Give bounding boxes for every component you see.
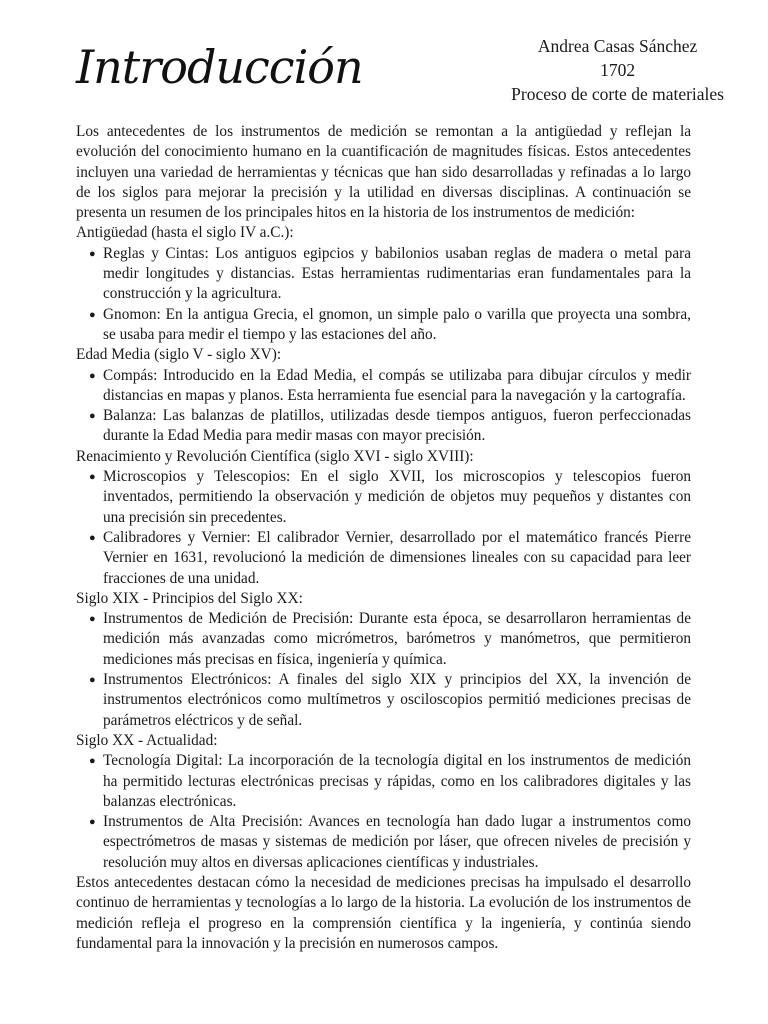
list-item: ● Instrumentos de Medición de Precisión: Durante esta época, se desarrollaron herramientas de medición más avanzadas como micrómetros, barómetros y manómetros, que permitieron mediciones más precisas en física, ingeniería y química. xyxy=(89,610,691,668)
section-renacimiento xyxy=(76,447,691,589)
section-heading: Renacimiento y Revolución Científica (siglo XVI - siglo XVIII): xyxy=(76,447,474,465)
page-title: Introducción xyxy=(76,40,363,94)
list-item: ● Tecnología Digital: La incorporación de la tecnología digital en los instrumentos de medición ha permitido lecturas electrónicas precisas y rápidas, como en los calibradores digitales y las balanzas electrónicas. xyxy=(89,752,691,810)
bullet-icon: ● xyxy=(89,816,96,829)
bullet-icon: ● xyxy=(89,247,96,260)
list-item: ● Instrumentos de Alta Precisión: Avances en tecnología han dado lugar a instrumentos como espectrómetros de masas y sistemas de medición por láser, que ofrecen niveles de precisión y resolución muy altos en diversas aplicaciones científicas y industriales. xyxy=(89,813,691,871)
bullet-icon: ● xyxy=(89,755,96,768)
document-header xyxy=(0,0,768,122)
bullet-list xyxy=(76,244,691,345)
document-body xyxy=(76,122,691,954)
section-siglo-xix xyxy=(76,589,691,731)
bullet-icon: ● xyxy=(89,674,96,687)
section-siglo-xx xyxy=(76,731,691,873)
list-item: ● Gnomon: En la antigua Grecia, el gnomon, un simple palo o varilla que proyecta una sombra, se usaba para medir el tiempo y las estaciones del año. xyxy=(89,305,691,343)
list-item: ● Microscopios y Telescopios: En el siglo XVII, los microscopios y telescopios fueron inventados, permitiendo la observación y medición de objetos muy pequeños y distantes con una precisión sin precedentes. xyxy=(89,468,691,526)
course-subject: Proceso de corte de materiales xyxy=(511,84,724,104)
bullet-list xyxy=(76,467,691,589)
list-item: ● Calibradores y Vernier: El calibrador Vernier, desarrollado por el matemático francés Pierre Vernier en 1631, revolucionó la medición de dimensiones lineales con su capacidad para leer fracciones de una unidad. xyxy=(89,528,691,587)
intro-paragraph: Los antecedentes de los instrumentos de medición se remontan a la antigüedad y reflejan la evolución del conocimiento humano en la cuantificación de magnitudes físicas. Estos antecedentes incluyen una variedad de herramientas y técnicas que han sido desarrolladas y refinadas a lo largo de los siglos para mejorar la precisión y la utilidad en diversas disciplinas. A continuación se presenta un resumen de los principales hitos en la historia de los instrumentos de medición: xyxy=(76,123,691,222)
bullet-icon: ● xyxy=(89,531,96,544)
section-heading: Siglo XIX - Principios del Siglo XX: xyxy=(76,589,303,607)
bullet-list xyxy=(76,366,691,447)
conclusion-paragraph: Estos antecedentes destacan cómo la necesidad de mediciones precisas ha impulsado el desarrollo continuo de herramientas y tecnologías a lo largo de la historia. La evolución de los instrumentos de medición refleja el progreso en la comprensión científica y la ingeniería, y continúa siendo fundamental para la innovación y la precisión en numerosos campos. xyxy=(76,873,691,952)
list-item: ● Balanza: Las balanzas de platillos, utilizadas desde tiempos antiguos, fueron perfeccionadas durante la Edad Media para medir masas con mayor precisión. xyxy=(89,407,691,445)
section-heading: Edad Media (siglo V - siglo XV): xyxy=(76,346,282,364)
list-item: ● Compás: Introducido en la Edad Media, el compás se utilizaba para dibujar círculos y medir distancias en mapas y planos. Esta herramienta fue esencial para la navegación y la cartografía. xyxy=(89,366,691,404)
section-heading: Siglo XX - Actualidad: xyxy=(76,731,218,749)
bullet-icon: ● xyxy=(89,471,96,484)
bullet-icon: ● xyxy=(89,613,96,626)
section-edad-media xyxy=(76,345,691,446)
bullet-list xyxy=(76,751,691,873)
bullet-icon: ● xyxy=(89,410,96,423)
student-code: 1702 xyxy=(600,60,636,80)
list-item: ● Instrumentos Electrónicos: A finales del siglo XIX y principios del XX, la invención de instrumentos electrónicos como multímetros y osciloscopios permitió mediciones precisas de parámetros eléctricos y de señal. xyxy=(89,671,691,729)
author-block xyxy=(511,34,724,106)
section-antiguedad xyxy=(76,223,691,345)
bullet-icon: ● xyxy=(89,308,96,321)
section-heading: Antigüedad (hasta el siglo IV a.C.): xyxy=(76,224,294,242)
author-name: Andrea Casas Sánchez xyxy=(537,36,698,56)
list-item: ● Reglas y Cintas: Los antiguos egipcios y babilonios usaban reglas de madera o metal para medir longitudes y distancias. Estas herramientas rudimentarias eran fundamentales para la construcción y la agricultura. xyxy=(89,244,691,303)
bullet-icon: ● xyxy=(89,369,96,382)
bullet-list xyxy=(76,609,691,731)
